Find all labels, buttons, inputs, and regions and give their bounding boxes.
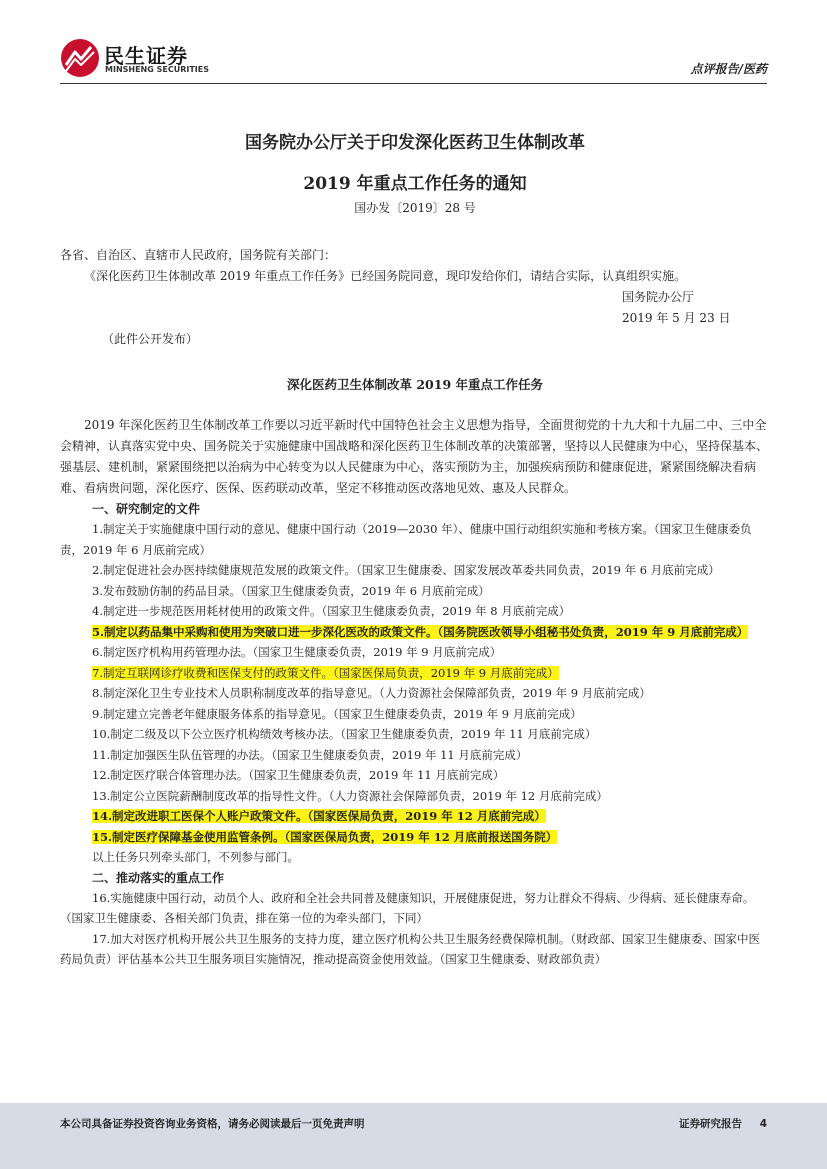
task-item-5-highlight: 5.制定以药品集中采购和使用为突破口进一步深化医改的政策文件。（国务院医改领导小组秘书处负责，2019 年 9 月底前完成） bbox=[92, 624, 749, 639]
task-item-13: 13.制定公立医院薪酬制度改革的指导性文件。（人力资源社会保障部负责，2019 年 12 月底前完成） bbox=[92, 788, 608, 803]
task-item-3: 3.发布鼓励仿制的药品目录。（国家卫生健康委负责，2019 年 6 月底前完成） bbox=[92, 583, 490, 598]
report-type: 点评报告/医药 bbox=[690, 62, 767, 76]
items-note: 以上任务只列牵头部门，不列参与部门。 bbox=[92, 850, 299, 864]
footer-right bbox=[665, 1116, 767, 1131]
logo-english-name: MINSHENG SECURITIES bbox=[105, 65, 209, 74]
task-item-2: 2.制定促进社会办医持续健康规范发展的政策文件。（国家卫生健康委、国家发展改革委共同负责，2019 年 6 月底前完成） bbox=[92, 563, 720, 577]
task-item-7 bbox=[60, 663, 770, 684]
company-logo bbox=[60, 38, 210, 78]
task-item-8: 8.制定深化卫生专业技术人员职称制度改革的指导意见。（人力资源社会保障部负责，2019 年 9 月底前完成） bbox=[92, 686, 651, 700]
notice-title-line1: 国务院办公厅关于印发深化医药卫生体制改革 bbox=[245, 133, 585, 153]
footer-label: 证券研究报告 bbox=[679, 1118, 743, 1130]
task-item-5 bbox=[60, 622, 770, 643]
document-number: 国办发〔2019〕28 号 bbox=[354, 201, 476, 215]
tasks-title: 深化医药卫生体制改革 2019 年重点工作任务 bbox=[287, 377, 543, 392]
section-heading-2: 二、推动落实的重点工作 bbox=[92, 870, 225, 885]
section-heading-1: 一、研究制定的文件 bbox=[92, 502, 201, 516]
notice-body: 《深化医药卫生体制改革 2019 年重点工作任务》已经国务院同意，现印发给你们，请结合实际，认真组织实施。 bbox=[84, 269, 687, 283]
notice-title-line2: 2019 年重点工作任务的通知 bbox=[303, 174, 527, 194]
footer-disclaimer: 本公司具备证券投资咨询业务资格，请务必阅读最后一页免责声明 bbox=[60, 1118, 365, 1130]
task-item-15 bbox=[60, 827, 770, 848]
document-body bbox=[60, 130, 770, 970]
task-item-12: 12.制定医疗联合体管理办法。（国家卫生健康委负责，2019 年 11 月底前完成） bbox=[92, 768, 505, 782]
task-item-6: 6.制定医疗机构用药管理办法。（国家卫生健康委负责，2019 年 9 月底前完成） bbox=[92, 645, 502, 659]
page-header bbox=[0, 0, 827, 85]
task-item-4: 4.制定进一步规范医用耗材使用的政策文件。（国家卫生健康委负责，2019 年 8 月底前完成） bbox=[92, 604, 571, 618]
task-item-15-highlight: 15.制定医疗保障基金使用监管条例。（国家医保局负责，2019 年 12 月底前报送国务院） bbox=[92, 829, 558, 844]
publish-note: （此件公开发布） bbox=[102, 332, 199, 346]
logo-chinese-name: 民生证券 bbox=[104, 44, 188, 68]
page-number: 4 bbox=[759, 1118, 767, 1130]
header-divider bbox=[60, 83, 767, 84]
issue-date: 2019 年 5 月 23 日 bbox=[622, 311, 731, 325]
page-footer bbox=[0, 1103, 827, 1169]
tasks-intro: 2019 年深化医药卫生体制改革工作要以习近平新时代中国特色社会主义思想为指导，全面贯彻党的十九大和十九届二中、三中全会精神，认真落实党中央、国务院关于实施健康中国战略和深化医药卫生体制改革的决策部署，坚持以人民健康为中心，坚持保基本、强基层、建机制，紧紧围绕把以治病为中心转变为以人民健康为中心，落实预防为主，加强疾病预防和健康促进，紧紧围绕解决看病难、看病贵问题，深化医疗、医保、医药联动改革，坚定不移推动医改落地见效、惠及人民群众。 bbox=[60, 418, 769, 495]
addressee: 各省、自治区、直辖市人民政府，国务院有关部门： bbox=[60, 248, 337, 262]
task-item-11: 11.制定加强医生队伍管理的办法。（国家卫生健康委负责，2019 年 11 月底前完成） bbox=[92, 747, 528, 762]
task-item-14 bbox=[60, 806, 770, 827]
task-item-17: 17.加大对医疗机构开展公共卫生服务的支持力度，建立医疗机构公共卫生服务经费保障机制。（财政部、国家卫生健康委、国家中医药局负责）评估基本公共卫生服务项目实施情况，推动提高资金使用效益。（国家卫生健康委、财政部负责） bbox=[60, 931, 761, 966]
task-item-10: 10.制定二级及以下公立医疗机构绩效考核办法。（国家卫生健康委负责，2019 年 11 月底前完成） bbox=[92, 727, 597, 741]
task-item-16: 16.实施健康中国行动，动员个人、政府和全社会共同普及健康知识，开展健康促进，努力让群众不得病、少得病、延长健康寿命。（国家卫生健康委、各相关部门负责，排在第一位的为牵头部门，下同） bbox=[60, 890, 755, 925]
signer: 国务院办公厅 bbox=[622, 290, 695, 304]
task-item-7-highlight: 7.制定互联网诊疗收费和医保支付的政策文件。（国家医保局负责，2019 年 9 月底前完成） bbox=[92, 665, 559, 680]
minsheng-logo-icon bbox=[60, 38, 100, 78]
task-item-1: 1.制定关于实施健康中国行动的意见、健康中国行动（2019—2030 年）、健康中国行动组织实施和考核方案。（国家卫生健康委负责，2019 年 6 月底前完成） bbox=[60, 522, 752, 557]
task-item-9: 9.制定建立完善老年健康服务体系的指导意见。（国家卫生健康委负责，2019 年 9 月底前完成） bbox=[92, 706, 582, 721]
task-item-14-highlight: 14.制定改进职工医保个人账户政策文件。（国家医保局负责，2019 年 12 月底前完成） bbox=[92, 809, 546, 823]
